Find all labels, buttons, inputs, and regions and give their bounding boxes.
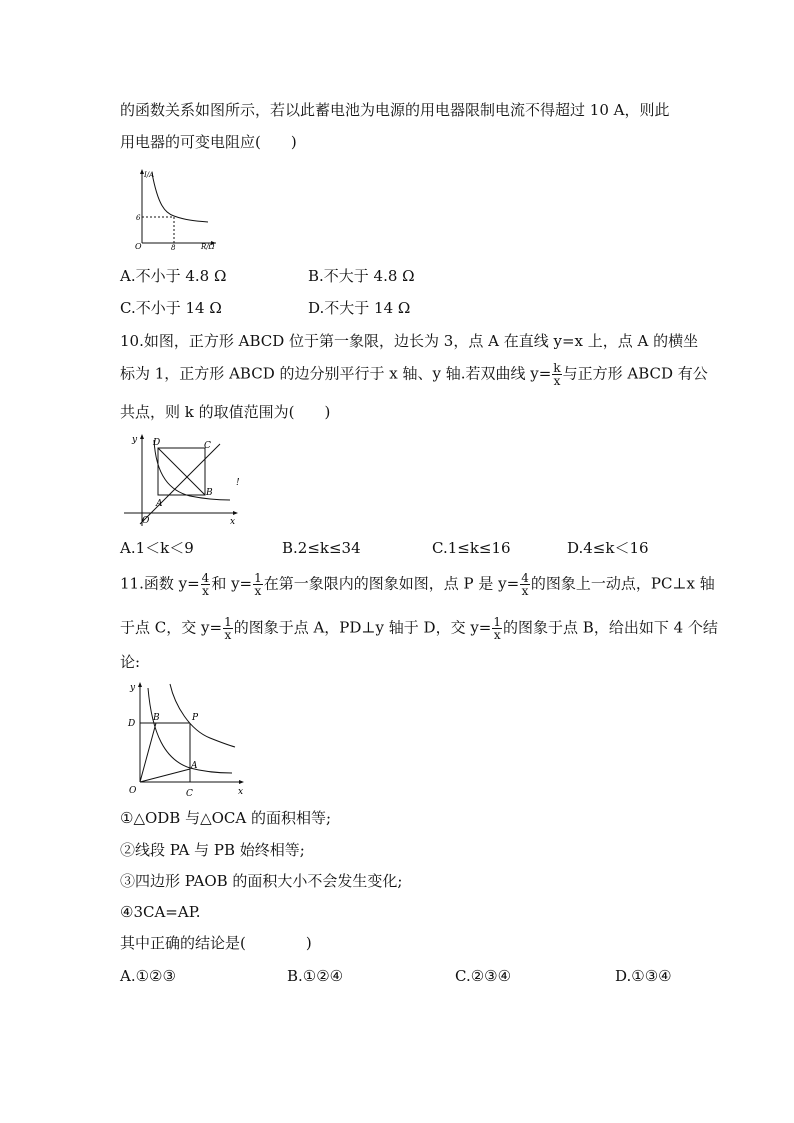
q10-line1: 10.如图，正方形 ABCD 位于第一象限，边长为 3，点 A 在直线 y=x 上，点 A 的横坐 xyxy=(120,332,699,350)
q10-k-over-x: $\frac{k}{x}$ xyxy=(553,361,561,388)
q11-graph xyxy=(120,676,250,801)
q11-line2: 于点 C，交 y= $\frac{1}{x}$ 的图象于点 A，PD⊥y 轴于 D，交 y= $\frac{1}{x}$ 的图象于点 B，给出如下 4 个结 xyxy=(120,615,718,642)
q11-conclusion-1: ①△ODB 与△OCA 的面积相等; xyxy=(120,809,332,827)
q11-1-over-x-3: $\frac{1}{x}$ xyxy=(493,615,502,642)
q11-x-label: x xyxy=(238,787,244,797)
q11-b-label: B xyxy=(153,713,160,723)
q11-conclusion-4: ④3CA=AP. xyxy=(120,903,201,921)
q10-x-label: x xyxy=(230,517,236,527)
q9-x-axis-label: R/Ω xyxy=(201,243,215,250)
q9-y-axis-label: I/A xyxy=(144,171,155,179)
q11-o-label: O xyxy=(129,786,137,796)
q9-origin-label: O xyxy=(135,242,142,250)
q11-p-label: P xyxy=(192,713,199,723)
q10-graph xyxy=(120,428,250,528)
q11-4-over-x: $\frac{4}{x}$ xyxy=(201,571,210,598)
q9-line1: 的函数关系如图所示，若以此蓄电池为电源的用电器限制电流不得超过 10 A，则此 xyxy=(120,101,670,119)
q11-a-label: A xyxy=(191,761,198,771)
q9-option-a: A.不小于 4.8 Ω xyxy=(120,267,227,285)
q10-y-label: y xyxy=(132,435,138,445)
q9-tick-y: 6 xyxy=(136,214,141,222)
q10-option-a: A.1＜k＜9 xyxy=(120,539,194,557)
q9-option-d: D.不大于 14 Ω xyxy=(308,299,411,317)
q11-option-a: A.①②③ xyxy=(120,967,176,985)
q11-line1: 11.函数 y= $\frac{4}{x}$ 和 y= $\frac{1}{x}$ 在第一象限内的图象如图，点 P 是 y= $\frac{4}{x}$ 的图象上一动点，PC⊥x 轴 xyxy=(120,571,715,598)
q9-tick-x: 8 xyxy=(171,244,176,250)
q11-1-over-x-2: $\frac{1}{x}$ xyxy=(224,615,232,642)
q10-o-label: O xyxy=(142,516,150,526)
q10-b-label: B xyxy=(206,488,213,498)
q10-c-label: C xyxy=(204,441,211,451)
q9-line2: 用电器的可变电阻应( ) xyxy=(120,133,297,151)
q10-line3: 共点，则 k 的取值范围为( ) xyxy=(120,403,331,421)
q11-y-label: y xyxy=(130,683,136,693)
q10-a-label: A xyxy=(156,499,163,509)
q11-d-label: D xyxy=(128,719,136,729)
q11-option-b: B.①②④ xyxy=(287,967,344,985)
q11-option-c: C.②③④ xyxy=(455,967,512,985)
q11-conclusion-2: ②线段 PA 与 PB 始终相等; xyxy=(120,841,305,859)
q10-stray-mark: ! xyxy=(236,478,240,488)
q9-option-b: B.不大于 4.8 Ω xyxy=(308,267,415,285)
q10-option-d: D.4≤k＜16 xyxy=(567,539,649,557)
q11-conclusion-3: ③四边形 PAOB 的面积大小不会发生变化; xyxy=(120,872,403,890)
q11-option-d: D.①③④ xyxy=(615,967,672,985)
q11-prompt: 其中正确的结论是( ) xyxy=(120,934,312,952)
q9-graph xyxy=(120,165,220,250)
q10-line2: 标为 1，正方形 ABCD 的边分别平行于 x 轴、y 轴.若双曲线 y= $\frac{k}{x}$ 与正方形 ABCD 有公 xyxy=(120,361,708,388)
q9-option-c: C.不小于 14 Ω xyxy=(120,299,222,317)
q10-d-label: D xyxy=(153,438,161,448)
q11-line3: 论: xyxy=(120,653,141,671)
q11-4-over-x-2: $\frac{4}{x}$ xyxy=(521,571,529,598)
q11-c-label: C xyxy=(186,789,193,799)
q11-1-over-x: $\frac{1}{x}$ xyxy=(254,571,262,598)
q10-option-b: B.2≤k≤34 xyxy=(282,539,361,557)
q10-option-c: C.1≤k≤16 xyxy=(432,539,511,557)
